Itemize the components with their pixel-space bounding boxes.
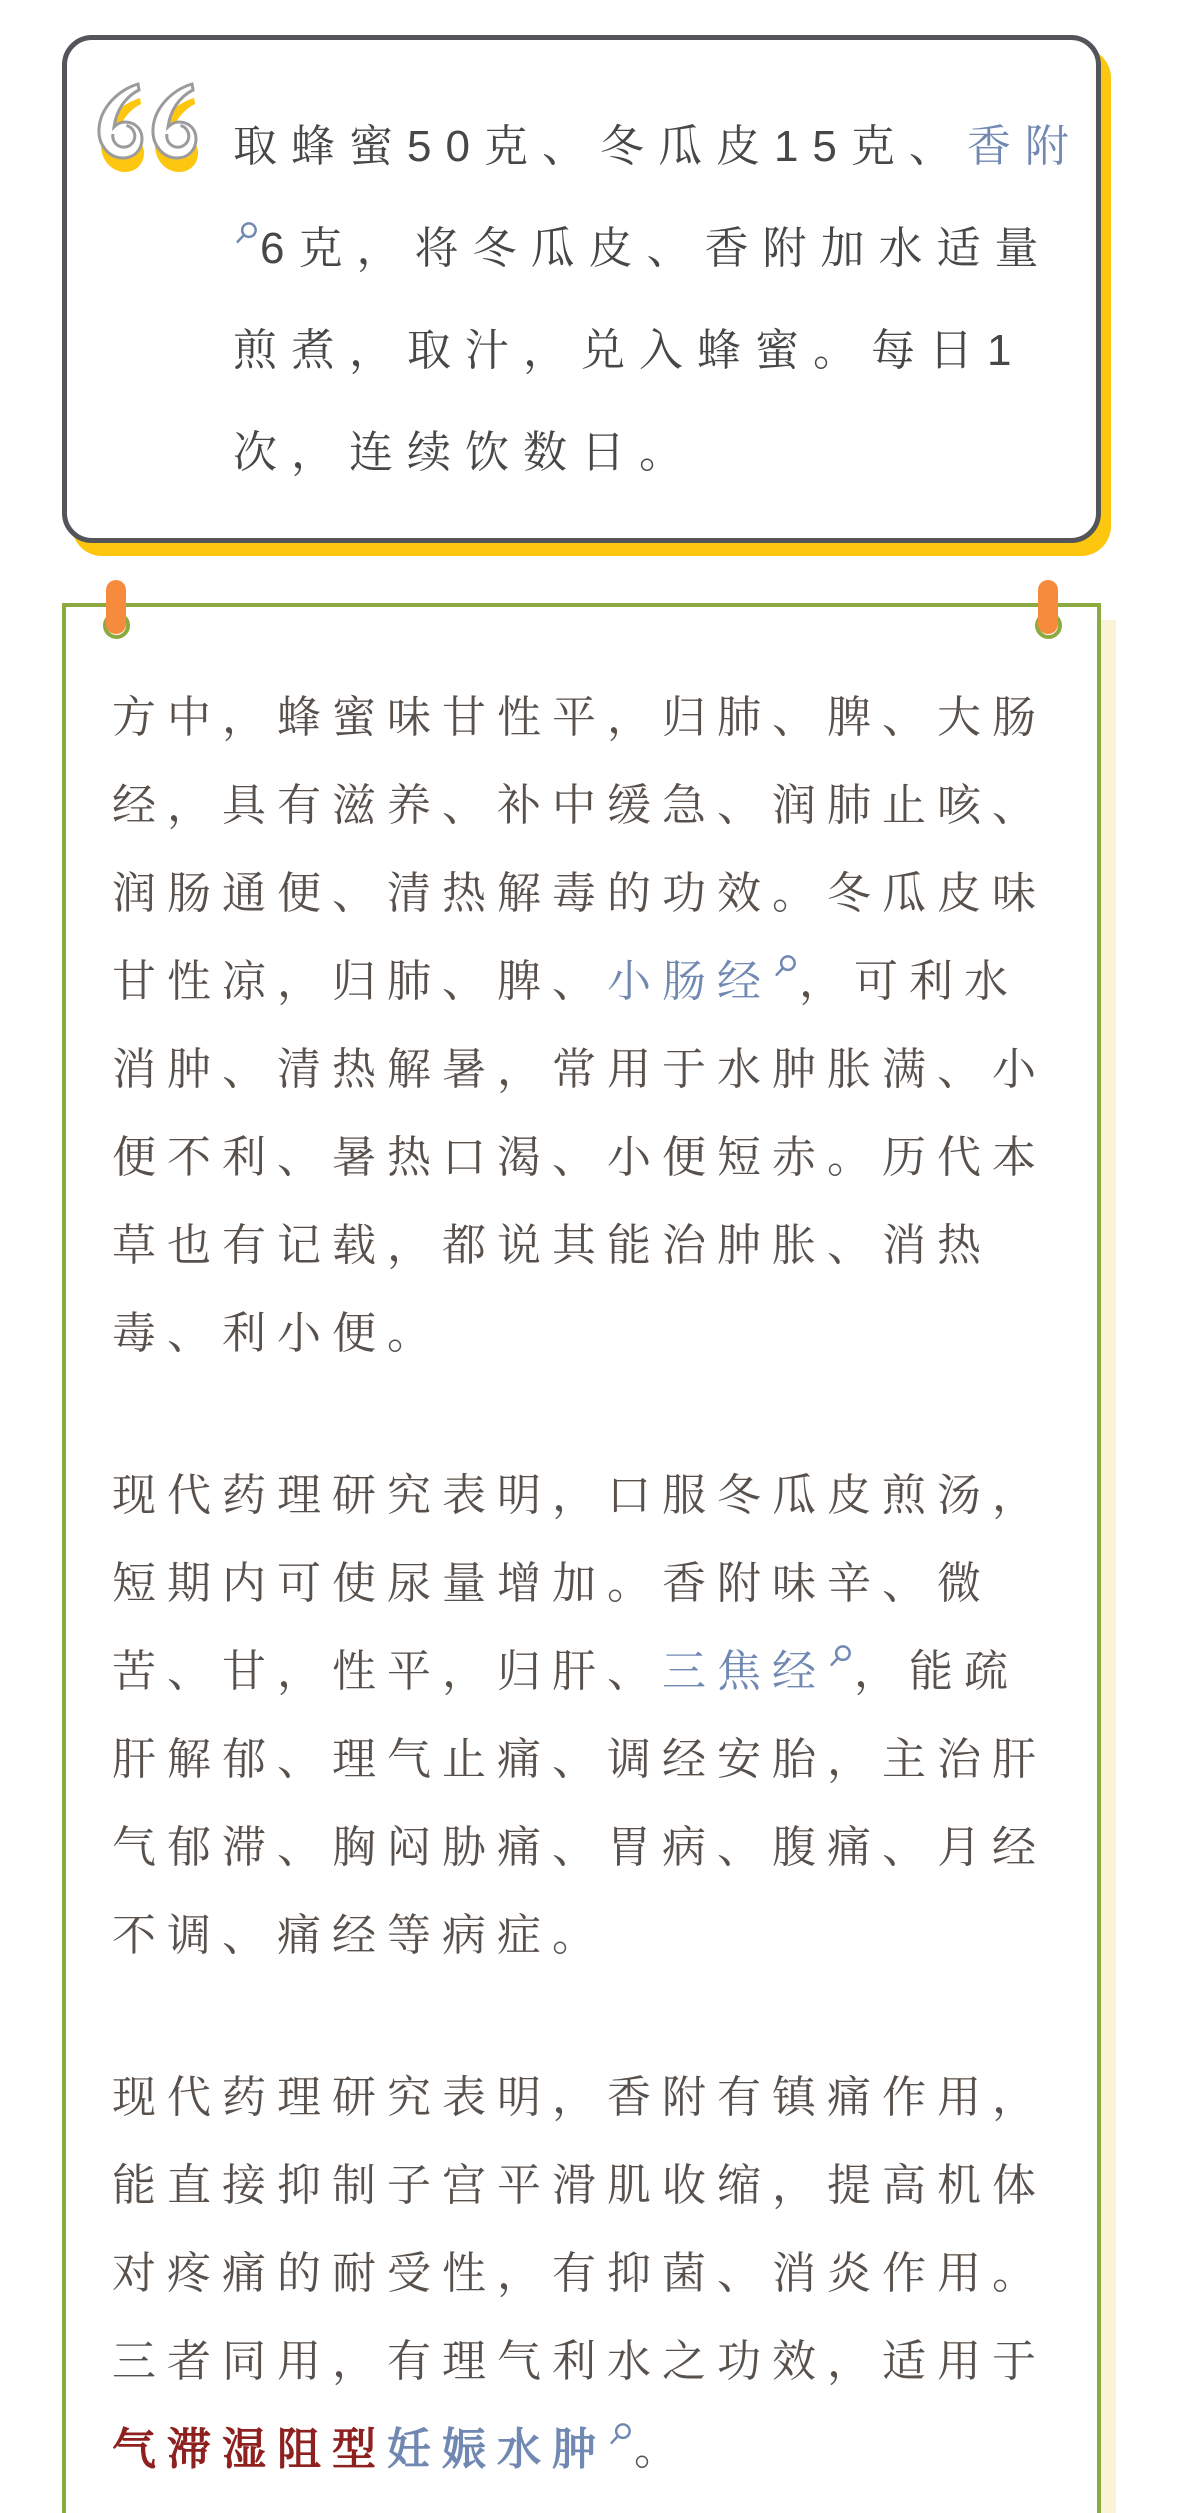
paragraph [112, 1452, 1053, 1980]
text-run: 三者同用，有理气利水之功效，适用于 [112, 2337, 1047, 2386]
text-run: 甘性凉，归肺、脾、 [112, 957, 607, 1006]
text-line [112, 762, 1053, 850]
text-line [112, 1540, 1053, 1628]
text-run: 。 [634, 2425, 689, 2474]
paragraph [112, 674, 1053, 1378]
article-card [62, 603, 1101, 2513]
quote-text [233, 96, 1096, 504]
text-run: 苦、甘，性平，归肝、 [112, 1647, 662, 1696]
text-line [112, 1628, 1053, 1716]
magnifier-icon[interactable] [607, 2421, 634, 2448]
text-line [112, 2054, 1053, 2142]
text-line [112, 2318, 1053, 2406]
text-run: 取蜂蜜50克、冬瓜皮15克、 [233, 122, 967, 171]
text-run: 毒、利小便。 [112, 1309, 442, 1358]
text-line [112, 2230, 1053, 2318]
text-run: 短期内可使尿量增加。香附味辛、微 [112, 1559, 992, 1608]
text-run: ，能疏 [854, 1647, 1019, 1696]
text-line [233, 96, 1096, 198]
text-run: 润肠通便、清热解毒的功效。冬瓜皮味 [112, 869, 1047, 918]
text-line [112, 1716, 1053, 1804]
text-line [112, 2406, 1053, 2494]
text-line [112, 938, 1053, 1026]
highlight-red-text: 气滞湿阻型 [112, 2425, 387, 2474]
text-line [233, 402, 1096, 504]
entity-link[interactable]: 香附 [966, 122, 1083, 171]
text-run: 不调、痛经等病症。 [112, 1911, 607, 1960]
text-run: 对疼痛的耐受性，有抑菌、消炎作用。 [112, 2249, 1047, 2298]
article-body [112, 674, 1053, 2494]
magnifier-icon[interactable] [233, 220, 260, 247]
text-line [112, 674, 1053, 762]
text-run: 6克，将冬瓜皮、香附加水适量 [260, 224, 1053, 273]
quote-card [62, 35, 1101, 543]
entity-link[interactable]: 三焦经 [662, 1647, 827, 1696]
text-line [112, 1114, 1053, 1202]
paragraph [112, 2054, 1053, 2494]
highlight-blue-text: 妊娠水肿 [387, 2425, 607, 2474]
text-line [112, 1202, 1053, 1290]
text-run: 经，具有滋养、补中缓急、润肺止咳、 [112, 781, 1047, 830]
text-line [233, 198, 1096, 300]
text-run: 能直接抑制子宫平滑肌收缩，提高机体 [112, 2161, 1047, 2210]
text-line [112, 1892, 1053, 1980]
text-run: 肝解郁、理气止痛、调经安胎，主治肝 [112, 1735, 1047, 1784]
text-run: 方中，蜂蜜味甘性平，归肺、脾、大肠 [112, 693, 1047, 742]
text-run: 消肿、清热解暑，常用于水肿胀满、小 [112, 1045, 1047, 1094]
double-quote-icon [92, 82, 198, 176]
text-run: 煎煮，取汁，兑入蜂蜜。每日1 [233, 326, 1026, 375]
pushpin-icon [1038, 580, 1058, 634]
text-line [112, 1290, 1053, 1378]
text-run: 草也有记载，都说其能治肿胀、消热 [112, 1221, 992, 1270]
text-run: ，可利水 [799, 957, 1019, 1006]
pushpin-icon [106, 580, 126, 634]
magnifier-icon[interactable] [772, 953, 799, 980]
text-line [112, 1452, 1053, 1540]
text-run: 气郁滞、胸闷胁痛、胃病、腹痛、月经 [112, 1823, 1047, 1872]
entity-link[interactable]: 小肠经 [607, 957, 772, 1006]
text-line [112, 1804, 1053, 1892]
text-run: 便不利、暑热口渴、小便短赤。历代本 [112, 1133, 1047, 1182]
text-run: 现代药理研究表明，香附有镇痛作用， [112, 2073, 1047, 2122]
text-run: 现代药理研究表明，口服冬瓜皮煎汤， [112, 1471, 1047, 1520]
text-line [233, 300, 1096, 402]
text-line [112, 850, 1053, 938]
text-line [112, 2142, 1053, 2230]
magnifier-icon[interactable] [827, 1643, 854, 1670]
text-run: 次，连续饮数日。 [233, 428, 697, 477]
text-line [112, 1026, 1053, 1114]
